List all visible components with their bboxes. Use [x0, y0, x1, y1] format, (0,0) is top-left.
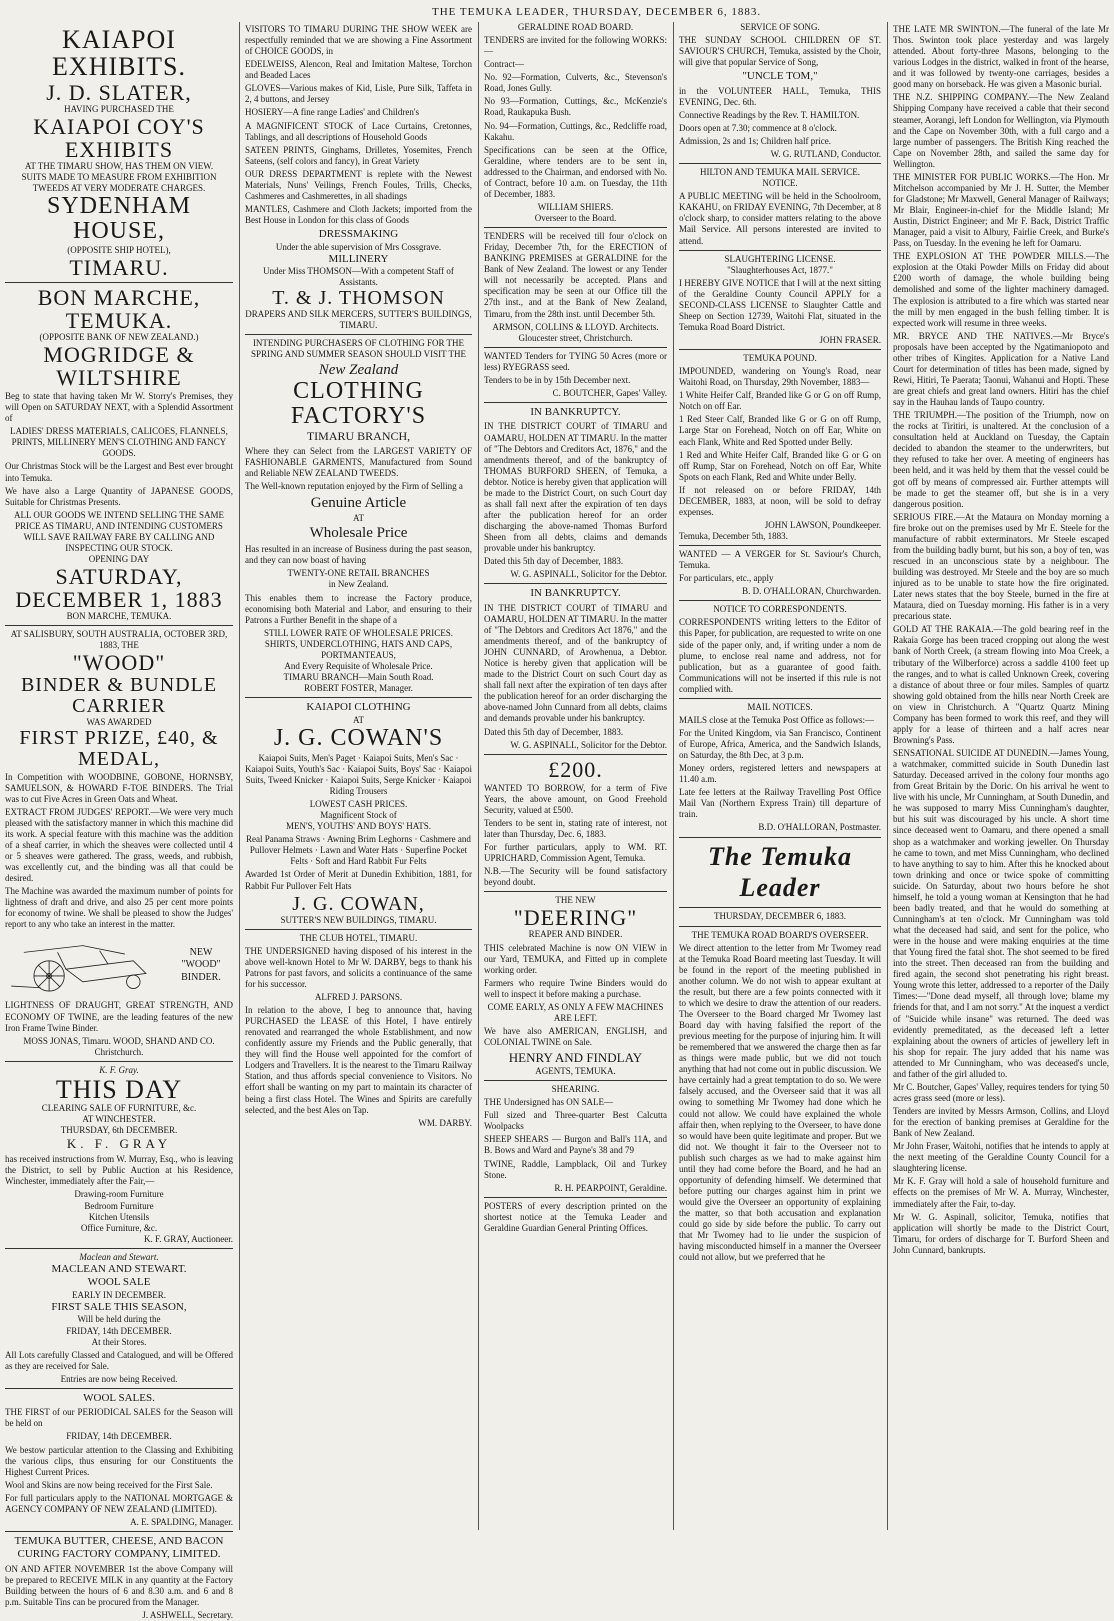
issue-date: THURSDAY, DECEMBER 6, 1883.: [713, 911, 847, 922]
ad-text: J. ASHWELL, Secretary.: [142, 1610, 233, 1621]
ad-text: I HEREBY GIVE NOTICE that I will at the next sitting of the Geraldine County Council APPLY for a SECOND-CLASS LICENSE to Slaughter Cattle and Sheep on Section 12739, Waitohi Flat, situated in the Temuka Road Board District.: [679, 277, 881, 332]
ad-text: EDELWEISS, Alencon, Real and Imitation Maltese, Torchon and Beaded Laces: [245, 59, 472, 81]
ad-text: THE NEW: [555, 895, 596, 906]
ad-text: LIGHTNESS OF DRAUGHT, GREAT STRENGTH, AND ECONOMY OF TWINE, are the leading features of the new Iron Frame Twine Binder.: [5, 1000, 233, 1033]
ad-heading: WOOL SALE: [87, 1276, 151, 1289]
masthead-text: THE TEMUKA LEADER, THURSDAY, DECEMBER 6, 1883.: [432, 6, 762, 18]
ad-text: ALFRED J. PARSONS.: [314, 991, 403, 1002]
ad-heading: SATURDAY, DECEMBER 1, 1883: [15, 564, 223, 613]
ad-text: TWINE, Raddle, Lampblack, Oil and Turkey Stone.: [484, 1158, 667, 1180]
ad-text: Under Miss THOMSON—With a competent Staff of Assistants.: [263, 266, 454, 288]
ad-heading: KAIAPOI COY'S EXHIBITS: [33, 113, 205, 162]
ad-text: W. G. RUTLAND, Conductor.: [770, 149, 881, 160]
ad-text: In relation to the above, I beg to announce that, having PURCHASED the LEASE of this Hotel, I have entirely renovated and rearranged the whole Establishment, and now confidently assure my Friends and the Public generally, that they will find the House well appointed for the comfort of Lodgers and Travellers. It is the nearest to the Timaru Railway Station, and thus affords special convenience to Visitors. No effort shall be wanting on my part to maintain its character of being a first class Hotel. The Wines and Spirits are carefully selected, and the best Ales on Tap.: [245, 1005, 472, 1115]
ad-heading: KAIAPOI CLOTHING: [306, 701, 411, 714]
ad-text: THURSDAY, 6th DECEMBER.: [60, 1125, 178, 1136]
ad-text: TENDERS are invited for the following WORKS:—: [484, 35, 667, 57]
article-text: THE LATE MR SWINTON.—The funeral of the late Mr Thos. Swinton took place yesterday and was largely attended. About forty-three Masons, belonging to the various Lodges in the district, walked in front of the hearse, and it was followed by twenty-one carriages, besides a good many on horseback. He was given a Masonic burial.: [893, 24, 1109, 90]
ad-text: AT: [353, 512, 364, 523]
column-5: [887, 22, 1114, 1530]
ad-heading: "UNCLE TOM,": [742, 70, 818, 83]
ad-text: FRIDAY, 14th DECEMBER.: [66, 1431, 172, 1442]
ad-heading: MILLINERY: [328, 252, 389, 265]
ad-text: Will be held during the: [77, 1314, 161, 1325]
ad-text: Money orders, registered letters and newspapers at 11.40 a.m.: [679, 763, 881, 785]
ad-text: THE Undersigned has ON SALE—: [484, 1097, 613, 1108]
ad-text: A PUBLIC MEETING will be held in the Schoolroom, KAKAHU, on FRIDAY EVENING, 7th December, at 8 o'clock sharp, to consider matters relating to the above Mail Service. All persons interested are invited to attend.: [679, 191, 881, 246]
ad-text: Tenders to be in by 15th December next.: [484, 374, 631, 385]
ad-text: SUTTER'S NEW BUILDINGS, TIMARU.: [280, 914, 437, 925]
ad-text: BINDER.: [181, 971, 221, 983]
ad-text: 1 White Heifer Calf, Branded like G or G on off Rump, Notch on off Ear.: [679, 390, 881, 412]
ad-text: R. H. PEARPOINT, Geraldine.: [554, 1182, 667, 1193]
ad-text: Has resulted in an increase of Business during the past season, and they can now boast of having: [245, 544, 472, 566]
ad-text: Awarded 1st Order of Merit at Dunedin Exhibition, 1881, for Rabbit Fur Pullover Felt Hats: [245, 869, 472, 891]
ad-text: Under the able supervision of Mrs Cossgrave.: [275, 241, 442, 252]
article-heading: THE TEMUKA ROAD BOARD'S OVERSEER.: [691, 929, 869, 940]
ad-heading: J. G. COWAN,: [292, 892, 425, 915]
ad-text: Connective Readings by the Rev. T. HAMILTON.: [679, 109, 860, 120]
article-text: Mr C. Boutcher, Gapes' Valley, requires tenders for tying 50 acres grass seed (more or less).: [893, 1081, 1109, 1103]
ad-heading: IN BANKRUPTCY.: [530, 587, 621, 600]
ad-heading: £200.: [548, 756, 603, 782]
ad-text: WANTED TO BORROW, for a term of Five Years, the above amount, on Good Freehold Security, valued at £500.: [484, 782, 667, 815]
ad-text: Kaiapoi Suits, Men's Paget · Kaiapoi Suits, Men's Sac · Kaiapoi Suits, Youth's Sac · Kaiapoi Suits, Boys' Sac · Kaiapoi Suits, Tweed Knicker · Kaiapoi Suits, Serge Knicker · Kaiapoi Riding Trousers: [245, 752, 472, 797]
article-text: SERIOUS FIRE.—At the Mataura on Monday morning a fire broke out on the premises used by Mr E. Steele for the manufacture of rabbit exterminators. Mr Steele escaped from the building badly burnt, but his son, a boy of ten, was rescued in an unconscious state by a neighbour. The building was destroyed. Mr Steele and the boy are so much injured as to be unable to state how the fire originated. Later news states that the boy Steele, burned in the fire at Mataura, died on Tuesday morning. His father is in a very precarious state.: [893, 511, 1109, 622]
ad-heading: J. G. COWAN'S: [273, 724, 444, 751]
ad-heading: T. & J. THOMSON: [272, 287, 445, 310]
ad-text: The Machine was awarded the maximum number of points for lightness of draft and drive, and also 25 per cent more points for economy of twine. We shall be pleased to show the Judges' report to any who take an interest in the matter.: [5, 886, 233, 930]
ad-text: WM. DARBY.: [418, 1117, 472, 1128]
ad-text: No. 92—Formation, Culverts, &c., Stevenson's Road, Jones Gully.: [484, 72, 667, 94]
ad-text: HOSIERY—A fine range Ladies' and Children's: [245, 107, 419, 118]
ad-text: A MAGNIFICENT STOCK of Lace Curtains, Cretonnes, Tablings, and all descriptions of Household Goods: [245, 120, 472, 142]
ad-text: JOHN FRASER.: [819, 335, 881, 346]
ad-heading: K. F. GRAY: [66, 1136, 172, 1152]
article-text: SENSATIONAL SUICIDE AT DUNEDIN.—James Young, a watchmaker, committed suicide in South Dunedin last Saturday. Deceased arrived in the colony four months ago from Great Britain by the Doric. On his arrival he went to live with his uncle, Mr Cunningham, at South Dunedin, and he was supposed to marry Miss Cunningham's daughter, but his suit was discouraged by his uncle. A short time since deceased went to Oamaru, and there opened a small shop as a watchmaker and working jeweller. On Thursday he came to town, and met Miss Cunningham, who declined to have anything to say to him. After this he knocked about town drinking and once or twice spoke of committing suicide. On Saturday, about two hours before he shot himself, he told a young woman at Kensington that he had been badly treated, and that he would do something at Cunningham's at ten o'clock. Mr Cunningham was told what the deceased had said, and sent for the police, who were in the house and were making enquiries at the time that Young fired the fatal shot. The shot seemed to be fired into the street. Then deceased ran from the building and fired again, the second shot penetrating his right breast. Young wrote this letter, addressed to a reporter of the Daily Times:—"Done dead myself, all through love; blame my friends for that, and I am not sorry." At the inquest a verdict of "Suicide while insane" was returned. The deed was evidently premeditated, as the deceased left a letter explaining about the owners of articles of jewellery left in his shop for repair. The jury added that his name was attended to Mr Cunningham, who was deceased's uncle, and father of the girl alluded to.: [893, 748, 1109, 1079]
ad-text: BON MARCHE, TEMUKA.: [66, 611, 172, 622]
ad-text: AT: [353, 714, 364, 725]
ad-heading: "WOOD": [72, 650, 166, 676]
ad-heading: SLAUGHTERING LICENSE.: [724, 253, 836, 264]
ad-text: N.B.—The Security will be found satisfactory beyond doubt.: [484, 866, 667, 888]
ad-heading: THIS DAY: [55, 1074, 183, 1104]
article-text: THE N.Z. SHIPPING COMPANY.—The New Zealand Shipping Company have received a cable that their second steamer, Aorangi, left London for Wellington, via Plymouth and the Cape on November 30th, with a full cargo and a large number of passengers. The British King reached the Cape on November 28th, and sailed the same day for Wellington.: [893, 92, 1109, 169]
ad-text: WAS AWARDED: [86, 716, 152, 727]
ad-text: JOHN LAWSON, Poundkeeper.: [764, 519, 881, 530]
ad-heading: Genuine Article: [310, 495, 407, 512]
article-text: Tenders are invited by Messrs Armson, Collins, and Lloyd for the erection of banking premises at Geraldine for the Bank of New Zealand.: [893, 1106, 1109, 1139]
ad-text: IMPOUNDED, wandering on Young's Road, near Waitohi Road, on Thursday, 29th November, 1883—: [679, 366, 881, 388]
ad-text: REAPER AND BINDER.: [528, 929, 623, 940]
ad-text: CORRESPONDENTS writing letters to the Editor of this Paper, for publication, are requested to write on one side of the paper only, and, if writing under a nom de plume, to enclose real name and address, not for publication, but as a guarantee of good faith. Communications will not be inserted if this rule is not complied with.: [679, 617, 881, 694]
newspaper-title: The Temuka Leader: [707, 841, 853, 903]
ad-text: All Lots carefully Classed and Catalogued, and will be Offered as they are received for Sale.: [5, 1349, 233, 1371]
ad-text: For full particulars apply to the NATIONAL MORTGAGE & AGENCY COMPANY OF NEW ZEALAND (LIMITED).: [5, 1492, 233, 1514]
ad-text: HAVING PURCHASED THE: [64, 103, 174, 114]
ad-text: LADIES' DRESS MATERIALS, CALICOES, FLANNELS, PRINTS, MILLINERY MEN'S CLOTHING AND FANCY GOODS.: [10, 426, 228, 459]
ad-heading: NOTICE.: [762, 178, 798, 189]
article-text: THE EXPLOSION AT THE POWDER MILLS.—The explosion at the Otaki Powder Mills on Friday did about £200 worth of damage, the whole building being demolished and some of the lighter machinery damaged. The explosion is attributed to a fire which was started near the mill by men engaged in the bush felling timber. It is expected work will resume in three weeks.: [893, 251, 1109, 328]
ad-text: FRIDAY, 14th DECEMBER.: [66, 1325, 172, 1336]
ad-heading: TEMUKA POUND.: [743, 353, 817, 364]
ad-text: Maclean and Stewart.: [79, 1251, 159, 1262]
ad-text: Office Furniture, &c.: [80, 1222, 158, 1233]
ad-text: The Well-known reputation enjoyed by the Firm of Selling a: [245, 481, 463, 492]
ad-heading: HILTON AND TEMUKA MAIL SERVICE.: [699, 167, 861, 178]
ad-text: Gloucester street, Christchurch.: [518, 332, 633, 343]
ad-text: Our Christmas Stock will be the Largest and Best ever brought into Temuka.: [5, 461, 233, 483]
article-text: Mr K. F. Gray will hold a sale of household furniture and effects on the premises of Mr W. A. Murray, Winchester, immediately after the Fair, to-day.: [893, 1176, 1109, 1209]
ad-text: THE UNDERSIGNED having disposed of his interest in the above well-known Hotel to Mr W. DARBY, begs to thank his Patrons for past favors, and solicits a continuance of the same for his successor.: [245, 945, 472, 989]
article-text: MR. BRYCE AND THE NATIVES.—Mr Bryce's proposals have been accepted by the Ngatimaniopoto and other tribes of Kingites. Application for a Native Land Court for determination of titles has been made, signed by Rewi, Hitiri, Te Paerata; Taonui, Wahanui and Hopti. These are great chiefs and great land owners. Hitiri has the chief say in the Hauhau lands of Taupo country.: [893, 330, 1109, 408]
ad-text: Overseer to the Board.: [534, 213, 617, 223]
ad-heading: MACLEAN AND STEWART.: [51, 1262, 187, 1275]
ad-heading: MOGRIDGE & WILTSHIRE: [43, 341, 195, 390]
ad-text: STILL LOWER RATE OF WHOLESALE PRICES.: [264, 627, 453, 638]
ad-text: 1 Red and White Heifer Calf, Branded like G or G on off Rump, Star on Forehead, Notch on off Ear, White Spots on each Flank, Red and White under Belly.: [679, 449, 881, 482]
ad-text: ARMSON, COLLINS & LLOYD. Architects.: [492, 321, 659, 332]
ad-text: (OPPOSITE SHIP HOTEL),: [67, 244, 171, 255]
ad-text: CLEARING SALE OF FURNITURE, &c.: [41, 1103, 197, 1114]
ad-text: SUITS MADE TO MEASURE FROM EXHIBITION TWEEDS AT VERY MODERATE CHARGES.: [21, 172, 217, 194]
ad-text: For further particulars, apply to WM. RT. UPRICHARD, Commission Agent, Temuka.: [484, 842, 667, 864]
column-1: [0, 22, 238, 1621]
ad-text: ROBERT FOSTER, Manager.: [304, 683, 413, 694]
ad-text: And Every Requisite of Wholesale Price.: [284, 660, 433, 671]
ad-heading: MAIL NOTICES.: [747, 701, 813, 712]
ad-text: AT THE TIMARU SHOW, HAS THEM ON VIEW.: [24, 160, 214, 171]
ad-heading: New Zealand: [318, 361, 399, 378]
ad-text: ON AND AFTER NOVEMBER 1st the above Company will be prepared to RECEIVE MILK in any quantity at the Factory Building between the hours of 6 and 8.30 a.m. and 6 and 8 p.m. Suitable Tins can be procured from the Manager.: [5, 1564, 233, 1608]
ad-heading: DRESSMAKING: [318, 228, 399, 241]
ad-text: Specifications can be seen at the Office, Geraldine, where tenders are to be sent in, addressed to the Chairman, and endorsed with No. of Contract, before 10 a.m. on Tuesday, the 11th of December, 1883.: [484, 144, 667, 199]
ad-heading: Wholesale Price: [309, 524, 408, 541]
ad-heading: WOOL SALES.: [83, 1391, 155, 1404]
ad-heading: CLOTHING FACTORY'S: [290, 377, 427, 430]
column-4: [673, 22, 886, 1530]
ad-text: We have also a Large Quantity of JAPANESE GOODS, Suitable for Christmas Presents.: [5, 485, 233, 507]
ad-text: DRAPERS AND SILK MERCERS, SUTTER'S BUILDINGS, TIMARU.: [245, 309, 472, 331]
column-3: [478, 22, 672, 1530]
ad-text: C. BOUTCHER, Gapes' Valley.: [552, 387, 667, 398]
ad-text: Where they can Select from the LARGEST VARIETY OF FASHIONABLE GARMENTS, Manufactured from Sound and Reliable NEW ZEALAND TWEEDS.: [245, 446, 472, 479]
ad-text: Magnificent Stock of: [320, 810, 397, 821]
ad-text: Temuka, December 5th, 1883.: [679, 531, 788, 542]
ad-title: KAIAPOI EXHIBITS.: [52, 25, 186, 82]
ad-text: OPENING DAY: [88, 553, 150, 564]
article-text: Mr John Fraser, Waitohi, notifies that he intends to apply at the next meeting of the Geraldine County Council for a slaughtering license.: [893, 1141, 1109, 1174]
ad-text: In Competition with WOODBINE, GOBONE, HORNSBY, SAMUELSON, & HOWARD F-TOE BINDERS. The Trial was to cut Five Acres in Green Oats and Wheat.: [5, 771, 233, 804]
ad-text: WANTED — A VERGER for St. Saviour's Church, Temuka.: [679, 549, 881, 571]
ad-heading: TIMARU.: [69, 254, 169, 280]
ad-text: VISITORS TO TIMARU DURING THE SHOW WEEK are respectfully reminded that we are showing a Fine Assortment of CHOICE GOODS, in: [245, 24, 472, 57]
ad-text: MANTLES, Cashmere and Cloth Jackets; imported from the Best House in London for this class of Goods: [245, 203, 472, 225]
ad-text: 1 Red Steer Calf, Branded like G or G on off Rump, Large Star on Forehead, Notch on off Ear, White on each Flank, White and Red Spotted under Belly.: [679, 414, 881, 447]
ad-text: Drawing-room Furniture: [74, 1189, 164, 1200]
ad-text: Bedroom Furniture: [84, 1200, 154, 1211]
ad-text: "Slaughterhouses Act, 1877.": [727, 264, 833, 275]
ad-text: TWENTY-ONE RETAIL BRANCHES: [287, 568, 430, 579]
ad-text: For particulars, etc., apply: [679, 573, 774, 584]
ad-text: NEW: [189, 946, 213, 958]
ad-heading: SHEARING.: [551, 1084, 600, 1095]
ad-text: (OPPOSITE BANK OF NEW ZEALAND.): [39, 331, 199, 342]
ad-text: SHIRTS, UNDERCLOTHING, HATS AND CAPS, PORTMANTEAUS,: [264, 638, 453, 660]
column-2: [239, 22, 477, 1530]
ad-text: W. G. ASPINALL, Solicitor for the Debtor.: [510, 739, 667, 750]
ad-text: INTENDING PURCHASERS OF CLOTHING FOR THE SPRING AND SUMMER SEASON SHOULD VISIT THE: [250, 338, 467, 360]
article-text: THE MINISTER FOR PUBLIC WORKS.—The Hon. Mr Mitchelson accompanied by Mr J. H. Sutter, the Member for Gladstone; Mr Maxwell, General Manager of Railways; Mr Blair, Engineer-in-chief for the Middle Island; Mr Austin, District Engineer; and Mr F. Back, District Traffic Manager, paid a visit to Albury, Fairlie Creek, and Burke's Pass, on Tuesday. In the evening he left for Oamaru.: [893, 171, 1109, 249]
ad-heading: BINDER & BUNDLE CARRIER: [20, 673, 218, 717]
ad-text: Dated this 5th day of December, 1883.: [484, 726, 624, 737]
ad-text: AT SALISBURY, SOUTH AUSTRALIA, OCTOBER 3RD, 1883, THE: [10, 629, 228, 651]
ad-text: If not released on or before FRIDAY, 14th DECEMBER, 1883, at noon, will be sold to defray expenses.: [679, 484, 881, 517]
ad-text: has received instructions from W. Murray, Esq., who is leaving the District, to sell by Public Auction at his Residence, Winchester, immediately after the Fair,—: [5, 1154, 233, 1187]
ad-text: No. 94—Formation, Cuttings, &c., Redcliffe road, Kakahu.: [484, 120, 667, 142]
ad-text: IN THE DISTRICT COURT of TIMARU and OAMARU, HOLDEN AT TIMARU. In the matter of "The Debtors and Creditors Act, 1876," and the amendments thereof, and of the bankruptcy of THOMAS BURFORD SHEEN, of Temuka, a debtor. Notice is hereby given that application will be made to the District Court, on such Court day as shall fall next after the expiration of ten days after the publication hereof for an order discharging the above-named Thomas Burford Sheen from all debts, claims and demands provable under his bankruptcy.: [484, 421, 667, 554]
ad-heading: TEMUKA BUTTER, CHEESE, AND BACON CURING FACTORY COMPANY, LIMITED.: [14, 1534, 224, 1561]
ad-text: EARLY IN DECEMBER.: [71, 1289, 166, 1300]
ad-text: B.D. O'HALLORAN, Postmaster.: [758, 822, 881, 833]
ad-text: Farmers who require Twine Binders would do well to inspect it before making a purchase.: [484, 977, 667, 999]
ad-text: K. F. GRAY, Auctioneer.: [143, 1233, 233, 1244]
ad-text: SATEEN PRINTS, Ginghams, Drilletes, Yosemites, French Sateens, (self colors and fancy), in Great Variety: [245, 144, 472, 166]
ad-text: OUR DRESS DEPARTMENT is replete with the Newest Materials, Nuns' Veilings, French Foules, Trills, Checks, Cashmeres and Cashmerettes, in all shadings: [245, 168, 472, 201]
ad-text: AGENTS, TEMUKA.: [535, 1066, 616, 1077]
ad-text: MAILS close at the Temuka Post Office as follows:—: [679, 714, 875, 725]
ad-heading: "DEERING": [513, 905, 638, 931]
ad-text: TIMARU BRANCH—Main South Road.: [283, 671, 434, 682]
ad-heading: HENRY AND FINDLAY: [508, 1050, 643, 1066]
ad-text: AT WINCHESTER.: [82, 1114, 156, 1125]
ad-text: No 93—Formation, Cuttings, &c., McKenzie's Road, Raukapuka Bush.: [484, 96, 667, 118]
ad-text: WANTED Tenders for TYING 50 Acres (more or less) RYEGRASS seed.: [484, 350, 667, 372]
ad-heading: SERVICE OF SONG.: [740, 22, 820, 32]
ad-heading: NOTICE TO CORRESPONDENTS.: [713, 604, 847, 615]
ad-text: This enables them to increase the Factory produce, economising both Material and Labor, and ensuring to their Patrons a Further Benefit in the shape of a: [245, 592, 472, 625]
ad-heading: J. D. SLATER,: [46, 79, 192, 105]
ad-text: W. G. ASPINALL, Solicitor for the Debtor.: [510, 569, 667, 580]
ad-text: IN THE DISTRICT COURT of TIMARU and OAMARU, HOLDEN AT TIMARU. In the matter of "The Debtors and Creditors Act 1876," and the amendments thereof, and of the bankruptcy of JOHN CUNNARD, of Arowhenua, a Debtor. Notice is hereby given that application will be made to the District Court on such Court day as shall fall next after the expiration of ten days after the publication hereof for an order discharging the above-named John Cunnard from all debts, claims and demands provable under his bankruptcy.: [484, 602, 667, 724]
ad-text: At their Stores.: [91, 1336, 147, 1347]
ad-text: Kitchen Utensils: [88, 1211, 150, 1222]
article-text: THE TRIUMPH.—The position of the Triumph, now on the rocks at Tiritiri, is unaltered. At the conclusion of a consultation held at Auckland on Tuesday, the Captain decided to abandon the steamer to the underwriters, but they refused to take her over. A meeting of engineers has been held, and it was held by them that the vessel could be got off by means of compressed air. Further attempts will be made to get the steamer off, but she is in a very dangerous position.: [893, 410, 1109, 509]
ad-heading: TIMARU BRANCH,: [306, 429, 411, 444]
ad-heading: FIRST SALE THIS SEASON,: [51, 1300, 187, 1313]
ad-text: K. F. Gray.: [99, 1064, 139, 1075]
ad-text: LOWEST CASH PRICES.: [309, 799, 408, 810]
article-text: We direct attention to the letter from Mr Twomey read at the Temuka Road Board meeting last Tuesday. It will be found in the report of the meeting published in another column. We do not wish to appear exultant at the result, but there are a few points connected with it to which we desire to draw the attention of our readers. The Overseer to the Board charged Mr Twomey last Board day with having falsified the report of the previous meeting for the purpose of injuring him. It will be remembered that we answered the charge then as far as things were made public, but we did not touch anything that had not come out in public discussion. We have certainly had a great temptation to do so. We were falsely accused, and the Overseer said that it was all owing to something Mr Twomey had done which he could not allow. We could have explained the whole affair then, when replying to the Overseer, to have done so would have been quite legitimate and proper. But we did not. We thought it fair to the Overseer not to publish such charges as we had to make against him until they had come before the Board, and he had an opportunity of defending himself. We determined that before putting our charges against him in print we would give the Overseer an opportunity of explaining the matter, so that both accusation and explanation could go side by side before the public. To carry out that Mr Twomey had to lie under the suspicion of having misconducted himself in a manner the Overseer could not allow, but we preferred that he: [679, 942, 881, 1263]
ad-text: Doors open at 7.30; commence at 8 o'clock.: [679, 122, 837, 133]
ad-text: THE SUNDAY SCHOOL CHILDREN OF ST. SAVIOUR'S CHURCH, Temuka, assisted by the Choir, will give that popular Service of Song,: [679, 35, 881, 68]
ad-text: ALL OUR GOODS WE INTEND SELLING THE SAME PRICE AS TIMARU, AND INTENDING CUSTOMERS WILL SAVE RAILWAY FARE BY CALLING AND INSPECTING OUR STOCK.: [13, 509, 225, 553]
ad-text: Wool and Skins are now being received for the First Sale.: [5, 1479, 213, 1490]
ad-text: Full sized and Three-quarter Best Calcutta Woolpacks: [484, 1110, 667, 1132]
ad-text: SHEEP SHEARS — Burgon and Ball's 11A, and B. Bows and Ward and Payne's 38 and 79: [484, 1134, 667, 1156]
ad-text: Beg to state that having taken Mr W. Storry's Premises, they will Open on SATURDAY NEXT, with a Splendid Assortment of: [5, 391, 233, 424]
ad-text: Real Panama Straws · Awning Brim Leghorns · Cashmere and Pullover Helmets · Lawn and Water Hats · Superfine Pocket Felts · Soft and Hard Rabbit Fur Felts: [246, 834, 471, 867]
ad-text: THE CLUB HOTEL, TIMARU.: [299, 932, 418, 943]
ad-text: We have also AMERICAN, ENGLISH, and COLONIAL TWINE on Sale.: [484, 1025, 667, 1048]
ad-text: A. E. SPALDING, Manager.: [130, 1516, 233, 1527]
ad-text: GLOVES—Various makes of Kid, Lisle, Pure Silk, Taffeta in 2, 4 buttons, and Jersey: [245, 83, 472, 105]
ad-text: COME EARLY, AS ONLY A FEW MACHINES ARE LEFT.: [487, 1001, 664, 1023]
ad-text: MOSS JONAS, Timaru. WOOD, SHAND AND CO. Christchurch.: [23, 1035, 215, 1057]
ad-text: THIS celebrated Machine is now ON VIEW in our Yard, TEMUKA, and Fitted up in complete working order.: [484, 942, 667, 975]
article-text: Mr W. G. Aspinall, solicitor, Temuka, notifies that application will shortly be made to the District Court, Timaru, for orders of discharge for T. Burford Sheen and John Cunnard, bankrupts.: [893, 1211, 1109, 1255]
ad-heading: GERALDINE ROAD BOARD.: [517, 22, 634, 32]
ad-text: B. D. O'HALLORAN, Churchwarden.: [742, 586, 881, 597]
ad-text: Contract—: [484, 59, 524, 70]
ad-heading: SYDENHAM HOUSE,: [46, 193, 191, 245]
ad-text: We bestow particular attention to the Classing and Exhibiting the various clips, thus ensuring for our Constituents the Highest Current Prices.: [5, 1444, 233, 1477]
ad-text: WILLIAM SHIERS.: [537, 201, 614, 212]
ad-text: TENDERS will be received till four o'clock on Friday, December 7th, for the ERECTION of BANKING PREMISES at GERALDINE for the Bank of New Zealand. The lowest or any Tender will not necessarily be accepted. Plans and specification may be seen at our Office till the 27th inst., and at the Bank of New Zealand, Timaru, from the 28th inst. until December 5th.: [484, 231, 667, 319]
ad-text: Entries are now being Received.: [60, 1373, 178, 1384]
masthead: [0, 0, 1114, 20]
ad-text: Tenders to be sent in, stating rate of interest, not later than Thursday, Dec. 6, 1883.: [484, 817, 667, 839]
article-text: GOLD AT THE RAKAIA.—The gold bearing reef in the Rakaia Gorge has been traced cropping out along the west bank of North Creek, (a stream flowing into Moa Creek, a tributary of the Wilberforce) across a saddle 4100 feet up the ranges, and to what is called Unknown Creek, covering a distance of about three or four miles. Samples of quartz showing gold obtained from the hills near North Creek are on view in Christchurch. A "Quartz Quartz Mining Company has been formed to work this reef, and they will apply for a lease of thirteen and a half acres near Browning's Pass.: [893, 624, 1109, 745]
ad-text: Admission, 2s and 1s; Children half price.: [679, 136, 831, 147]
ad-text: POSTERS of every description printed on the shortest notice at the Temuka Leader and Geraldine Guardian General Printing Offices.: [484, 1200, 667, 1233]
ad-text: MEN'S, YOUTHS' AND BOYS' HATS.: [285, 821, 432, 832]
ad-heading: BON MARCHE, TEMUKA.: [37, 284, 201, 333]
ad-heading: FIRST PRIZE, £40, & MEDAL,: [19, 726, 219, 770]
ad-text: "WOOD": [181, 959, 221, 971]
ad-text: in New Zealand.: [328, 579, 389, 590]
ad-text: in the VOLUNTEER HALL, Temuka, THIS EVENING, Dec. 6th.: [679, 85, 881, 107]
ad-text: Dated this 5th day of December, 1883.: [484, 556, 624, 567]
ad-text: EXTRACT FROM JUDGES' REPORT.—We were very much pleased with the satisfactory manner in which this machine did its work. A special feature with this machine was the addition of a sheaf carrier, in which the sheaves were collected until 4 or 5 sheaves were gathered. The grass, weeds, and rubbish, was excellently cut, and the binding was all that could be desired.: [5, 806, 233, 884]
ad-text: THE FIRST of our PERIODICAL SALES for the Season will be held on: [5, 1407, 233, 1429]
reaper-binder-engraving: [7, 934, 167, 996]
ad-text: For the United Kingdom, via San Francisco, Continent of Europe, Africa, America, and the Sandwich Islands, on Saturday, the 8th Dec, at 3 p.m.: [679, 727, 881, 761]
ad-text: Late fee letters at the Railway Travelling Post Office Mail Van (Northern Express Train) till departure of train.: [679, 787, 881, 820]
ad-heading: IN BANKRUPTCY.: [530, 405, 621, 418]
